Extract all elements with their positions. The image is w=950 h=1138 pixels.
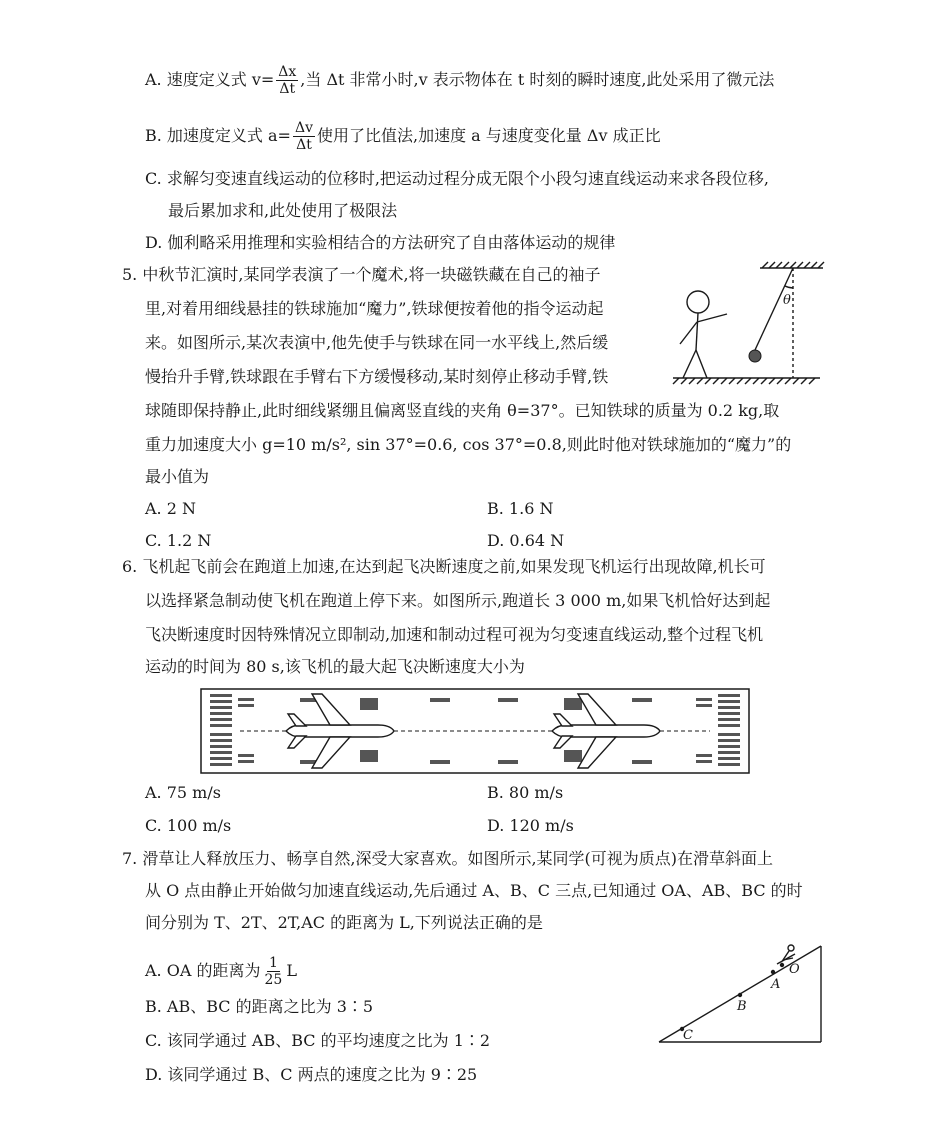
q4-option-c-line2: 最后累加求和,此处使用了极限法 bbox=[168, 201, 398, 220]
point-label-c: C bbox=[683, 1028, 693, 1043]
q7-option-c: C. 该同学通过 AB、BC 的平均速度之比为 1∶2 bbox=[145, 1031, 491, 1050]
q5-option-a: A. 2 N bbox=[145, 499, 196, 518]
q7-option-b: B. AB、BC 的距离之比为 3∶5 bbox=[145, 997, 374, 1016]
fraction: $\frac{1}{25}$ bbox=[264, 955, 283, 988]
q6-stem-line: 飞决断速度时因特殊情况立即制动,加速和制动过程可视为匀变速直线运动,整个过程飞机 bbox=[145, 625, 764, 644]
q4-option-b: B. 加速度定义式 a= $\frac{\Delta v}{\Delta t}$ 使用了比值法,加速度 a 与速度变化量 Δv 成正比 bbox=[145, 120, 661, 153]
q4-option-d: D. 伽利略采用推理和实验相结合的方法研究了自由落体运动的规律 bbox=[145, 233, 616, 252]
point-label-a: A bbox=[771, 977, 781, 992]
point-label-b: B bbox=[737, 999, 747, 1014]
q5-option-b: B. 1.6 N bbox=[487, 499, 554, 518]
q7-option-d: D. 该同学通过 B、C 两点的速度之比为 9∶25 bbox=[145, 1065, 478, 1084]
q6-option-b: B. 80 m/s bbox=[487, 783, 564, 802]
q6-stem-line: 运动的时间为 80 s,该飞机的最大起飞决断速度大小为 bbox=[145, 657, 525, 676]
q5-stem-line: 5. 中秋节汇演时,某同学表演了一个魔术,将一块磁铁藏在自己的袖子 bbox=[122, 265, 601, 284]
q7-option-a: A. OA 的距离为 $\frac{1}{25}$ L bbox=[145, 955, 297, 988]
q5-stem-line: 球随即保持静止,此时细线紧绷且偏离竖直线的夹角 θ=37°。已知铁球的质量为 0.2 kg,取 bbox=[145, 401, 780, 420]
fraction: $\frac{\Delta v}{\Delta t}$ bbox=[294, 120, 313, 153]
q4-option-c-line1: C. 求解匀变速直线运动的位移时,把运动过程分成无限个小段匀速直线运动来求各段位移, bbox=[145, 169, 770, 188]
q5-stem-line: 慢抬升手臂,铁球跟在手臂右下方缓慢移动,某时刻停止移动手臂,铁 bbox=[145, 367, 609, 386]
q6-option-d: D. 120 m/s bbox=[487, 816, 574, 835]
q4-option-a: A. 速度定义式 v= $\frac{\Delta x}{\Delta t}$ ,当 Δt 非常小时,v 表示物体在 t 时刻的瞬时速度,此处采用了微元法 bbox=[145, 64, 775, 97]
q7-stem-line: 间分别为 T、2T、2T,AC 的距离为 L,下列说法正确的是 bbox=[145, 913, 543, 932]
q5-stem-line: 重力加速度大小 g=10 m/s², sin 37°=0.6, cos 37°=0.8,则此时他对铁球施加的“魔力”的 bbox=[145, 435, 792, 454]
q6-option-c: C. 100 m/s bbox=[145, 816, 232, 835]
q7-figure-slope bbox=[655, 940, 830, 1046]
q6-stem-line: 以选择紧急制动使飞机在跑道上停下来。如图所示,跑道长 3 000 m,如果飞机恰好达到起 bbox=[145, 591, 771, 610]
q5-stem-line: 最小值为 bbox=[145, 467, 210, 486]
q7-stem-line: 从 O 点由静止开始做匀加速直线运动,先后通过 A、B、C 三点,已知通过 OA、AB、BC 的时 bbox=[145, 881, 803, 900]
q5-figure-magician-pendulum bbox=[665, 262, 825, 388]
q5-option-c: C. 1.2 N bbox=[145, 531, 212, 550]
q6-stem-line: 6. 飞机起飞前会在跑道上加速,在达到起飞决断速度之前,如果发现飞机运行出现故障,机长可 bbox=[122, 557, 766, 576]
q5-option-d: D. 0.64 N bbox=[487, 531, 565, 550]
q6-figure-runway bbox=[200, 688, 750, 774]
point-label-o: O bbox=[789, 962, 800, 977]
q5-stem-line: 里,对着用细线悬挂的铁球施加“魔力”,铁球便按着他的指令运动起 bbox=[145, 299, 604, 318]
q6-option-a: A. 75 m/s bbox=[145, 783, 221, 802]
fraction: $\frac{\Delta x}{\Delta t}$ bbox=[278, 64, 297, 97]
q7-stem-line: 7. 滑草让人释放压力、畅享自然,深受大家喜欢。如图所示,某同学(可视为质点)在滑草斜面上 bbox=[122, 849, 774, 868]
angle-label-theta: θ bbox=[783, 293, 791, 308]
q5-stem-line: 来。如图所示,某次表演中,他先使手与铁球在同一水平线上,然后缓 bbox=[145, 333, 609, 352]
